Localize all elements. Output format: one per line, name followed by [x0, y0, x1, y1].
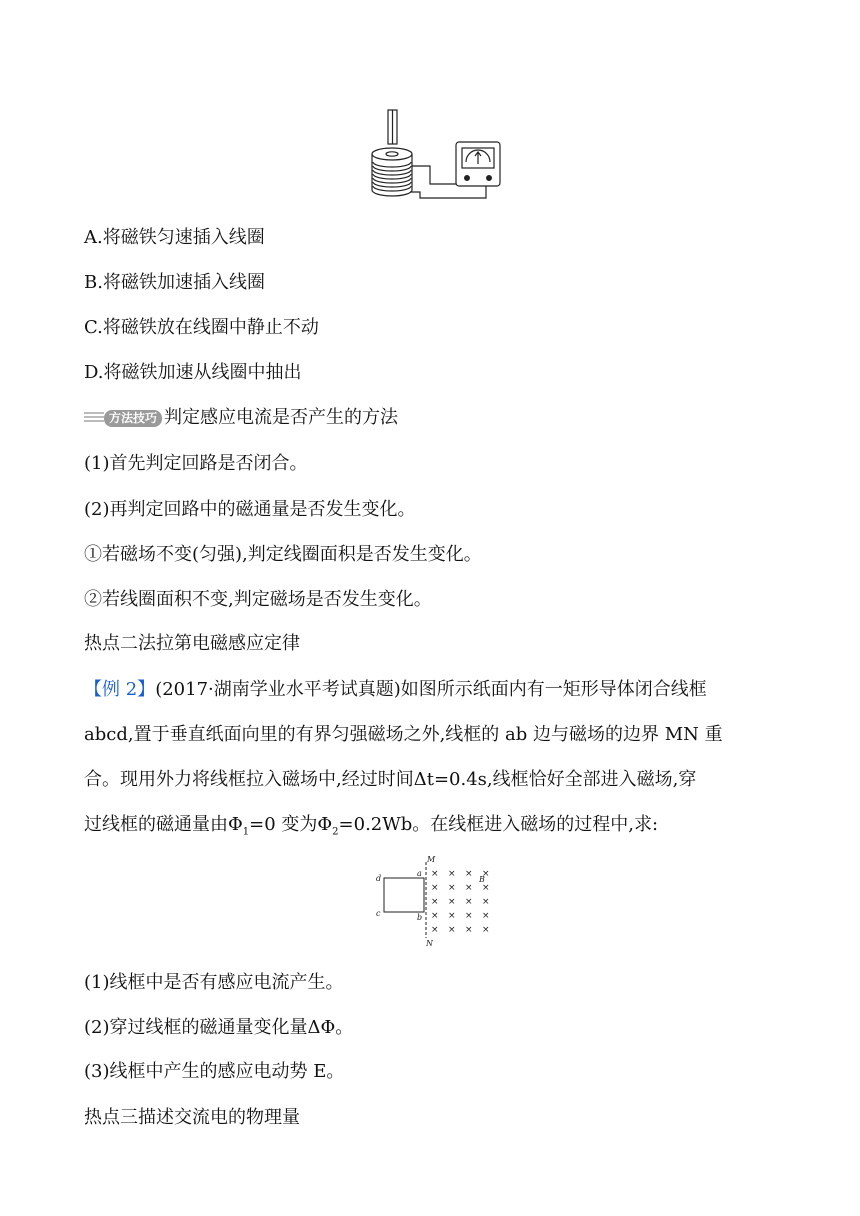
- label-m: M: [427, 855, 436, 864]
- option-d: D.将磁铁加速从线圈中抽出: [84, 362, 302, 383]
- example2-line-3: 合。现用外力将线框拉入磁场中,经过时间Δt=0.4s,线框恰好全部进入磁场,穿: [84, 769, 697, 790]
- label-d: d: [376, 874, 382, 883]
- step-1: (1)首先判定回路是否闭合。: [84, 453, 308, 474]
- tag-lines-icon: [84, 412, 104, 424]
- label-a: a: [417, 869, 422, 878]
- field-cross: ×: [465, 911, 473, 921]
- phi-subscript-2: 2: [332, 826, 339, 838]
- field-cross: ×: [431, 911, 439, 921]
- field-cross: ×: [448, 883, 456, 893]
- question-2: (2)穿过线框的磁通量变化量ΔΦ。: [84, 1017, 354, 1038]
- example2-line-4: 过线框的磁通量由$\Phi_1=0$ 变为$\Phi_2=0.2Wb$。在线框进入磁场的过程中,求:: [84, 814, 659, 838]
- example2-text-1: (2017·湖南学业水平考试真题)如图所示纸面内有一矩形导体闭合线框: [155, 679, 707, 700]
- example2-label: 【例 2】: [84, 679, 156, 700]
- step-2-sub-1: ①若磁场不变(匀强),判定线圈面积是否发生变化。: [84, 544, 482, 565]
- field-cross: ×: [448, 925, 456, 935]
- loop-magnetic-field-figure: [368, 852, 498, 948]
- field-cross: ×: [482, 911, 490, 921]
- field-cross: ×: [465, 883, 473, 893]
- field-cross: ×: [431, 925, 439, 935]
- field-cross: ×: [482, 869, 490, 879]
- field-cross: ×: [448, 911, 456, 921]
- phi-subscript-1: 1: [242, 826, 250, 838]
- magnet-coil-galvanometer-figure: [362, 108, 510, 204]
- field-cross: ×: [465, 869, 473, 879]
- option-c: C.将磁铁放在线圈中静止不动: [84, 317, 319, 338]
- field-cross: ×: [431, 869, 439, 879]
- label-n: N: [426, 939, 433, 948]
- field-cross: ×: [448, 869, 456, 879]
- hotspot3-title: 热点三描述交流电的物理量: [84, 1107, 300, 1128]
- field-cross: ×: [448, 897, 456, 907]
- option-a: A.将磁铁匀速插入线圈: [84, 227, 265, 248]
- field-cross: ×: [482, 897, 490, 907]
- example2-line-2: abcd,置于垂直纸面向里的有界匀强磁场之外,线框的 ab 边与磁场的边界 MN 重: [84, 724, 723, 745]
- step-2: (2)再判定回路中的磁通量是否发生变化。: [84, 499, 416, 520]
- field-cross: ×: [431, 897, 439, 907]
- method-tip-heading: [84, 404, 800, 432]
- question-1: (1)线框中是否有感应电流产生。: [84, 972, 344, 993]
- label-b-field: B: [479, 875, 485, 884]
- hotspot2-title: 热点二法拉第电磁感应定律: [84, 633, 300, 654]
- method-tip-title: 判定感应电流是否产生的方法: [164, 407, 399, 428]
- method-tip-tag: 方法技巧: [104, 410, 162, 427]
- question-3: (3)线框中产生的感应电动势 E。: [84, 1061, 345, 1082]
- field-cross: ×: [431, 883, 439, 893]
- option-b: B.将磁铁加速插入线圈: [84, 272, 265, 293]
- label-c: c: [376, 909, 381, 918]
- field-cross: ×: [465, 925, 473, 935]
- field-cross: ×: [482, 925, 490, 935]
- method-tip-badge: [84, 410, 162, 427]
- field-cross: ×: [465, 897, 473, 907]
- step-2-sub-2: ②若线圈面积不变,判定磁场是否发生变化。: [84, 589, 432, 610]
- label-b: b: [417, 913, 423, 922]
- example2-line-1: [84, 676, 800, 704]
- field-cross: ×: [482, 883, 490, 893]
